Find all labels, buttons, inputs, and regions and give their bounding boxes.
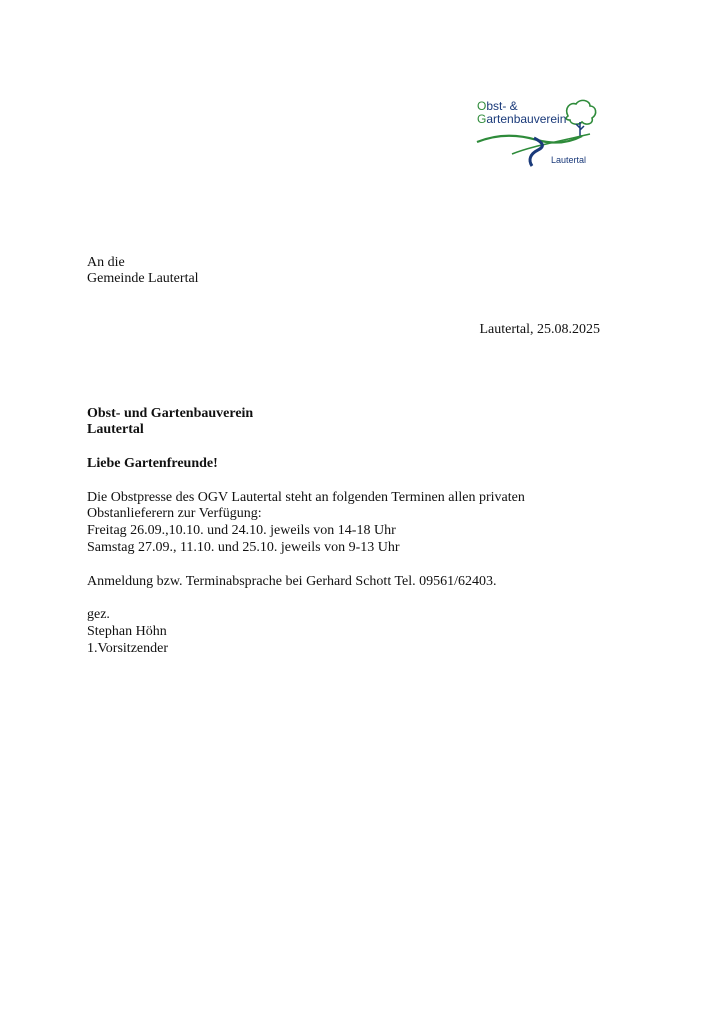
greeting: Liebe Gartenfreunde! [87,456,218,471]
place-date: Lautertal, 25.08.2025 [479,322,600,337]
recipient-line-1: An die [87,255,125,270]
logo-line-1-rest: bst- & [486,99,518,113]
body-line-2: Obstanlieferern zur Verfügung: [87,506,262,521]
signer-role: 1.Vorsitzender [87,641,168,656]
club-logo [472,96,602,172]
body-line-1: Die Obstpresse des OGV Lautertal steht an folgenden Terminen allen privaten [87,490,525,505]
logo-line-2-rest: artenbauverein [486,112,567,126]
logo-line-2 [477,113,566,126]
sender-line-2: Lautertal [87,422,144,437]
body-line-3: Freitag 26.09.,10.10. und 24.10. jeweils von 14-18 Uhr [87,523,396,538]
logo-town: Lautertal [551,155,587,165]
body-line-4: Samstag 27.09., 11.10. und 25.10. jeweils von 9-13 Uhr [87,540,400,555]
signer-name: Stephan Höhn [87,624,167,639]
logo-initial-g: G [477,112,487,126]
contact-line: Anmeldung bzw. Terminabsprache bei Gerhard Schott Tel. 09561/62403. [87,574,497,589]
logo-initial-o: O [477,99,487,113]
closing-gez: gez. [87,607,110,622]
sender-line-1: Obst- und Gartenbauverein [87,406,254,421]
recipient-line-2: Gemeinde Lautertal [87,271,199,286]
